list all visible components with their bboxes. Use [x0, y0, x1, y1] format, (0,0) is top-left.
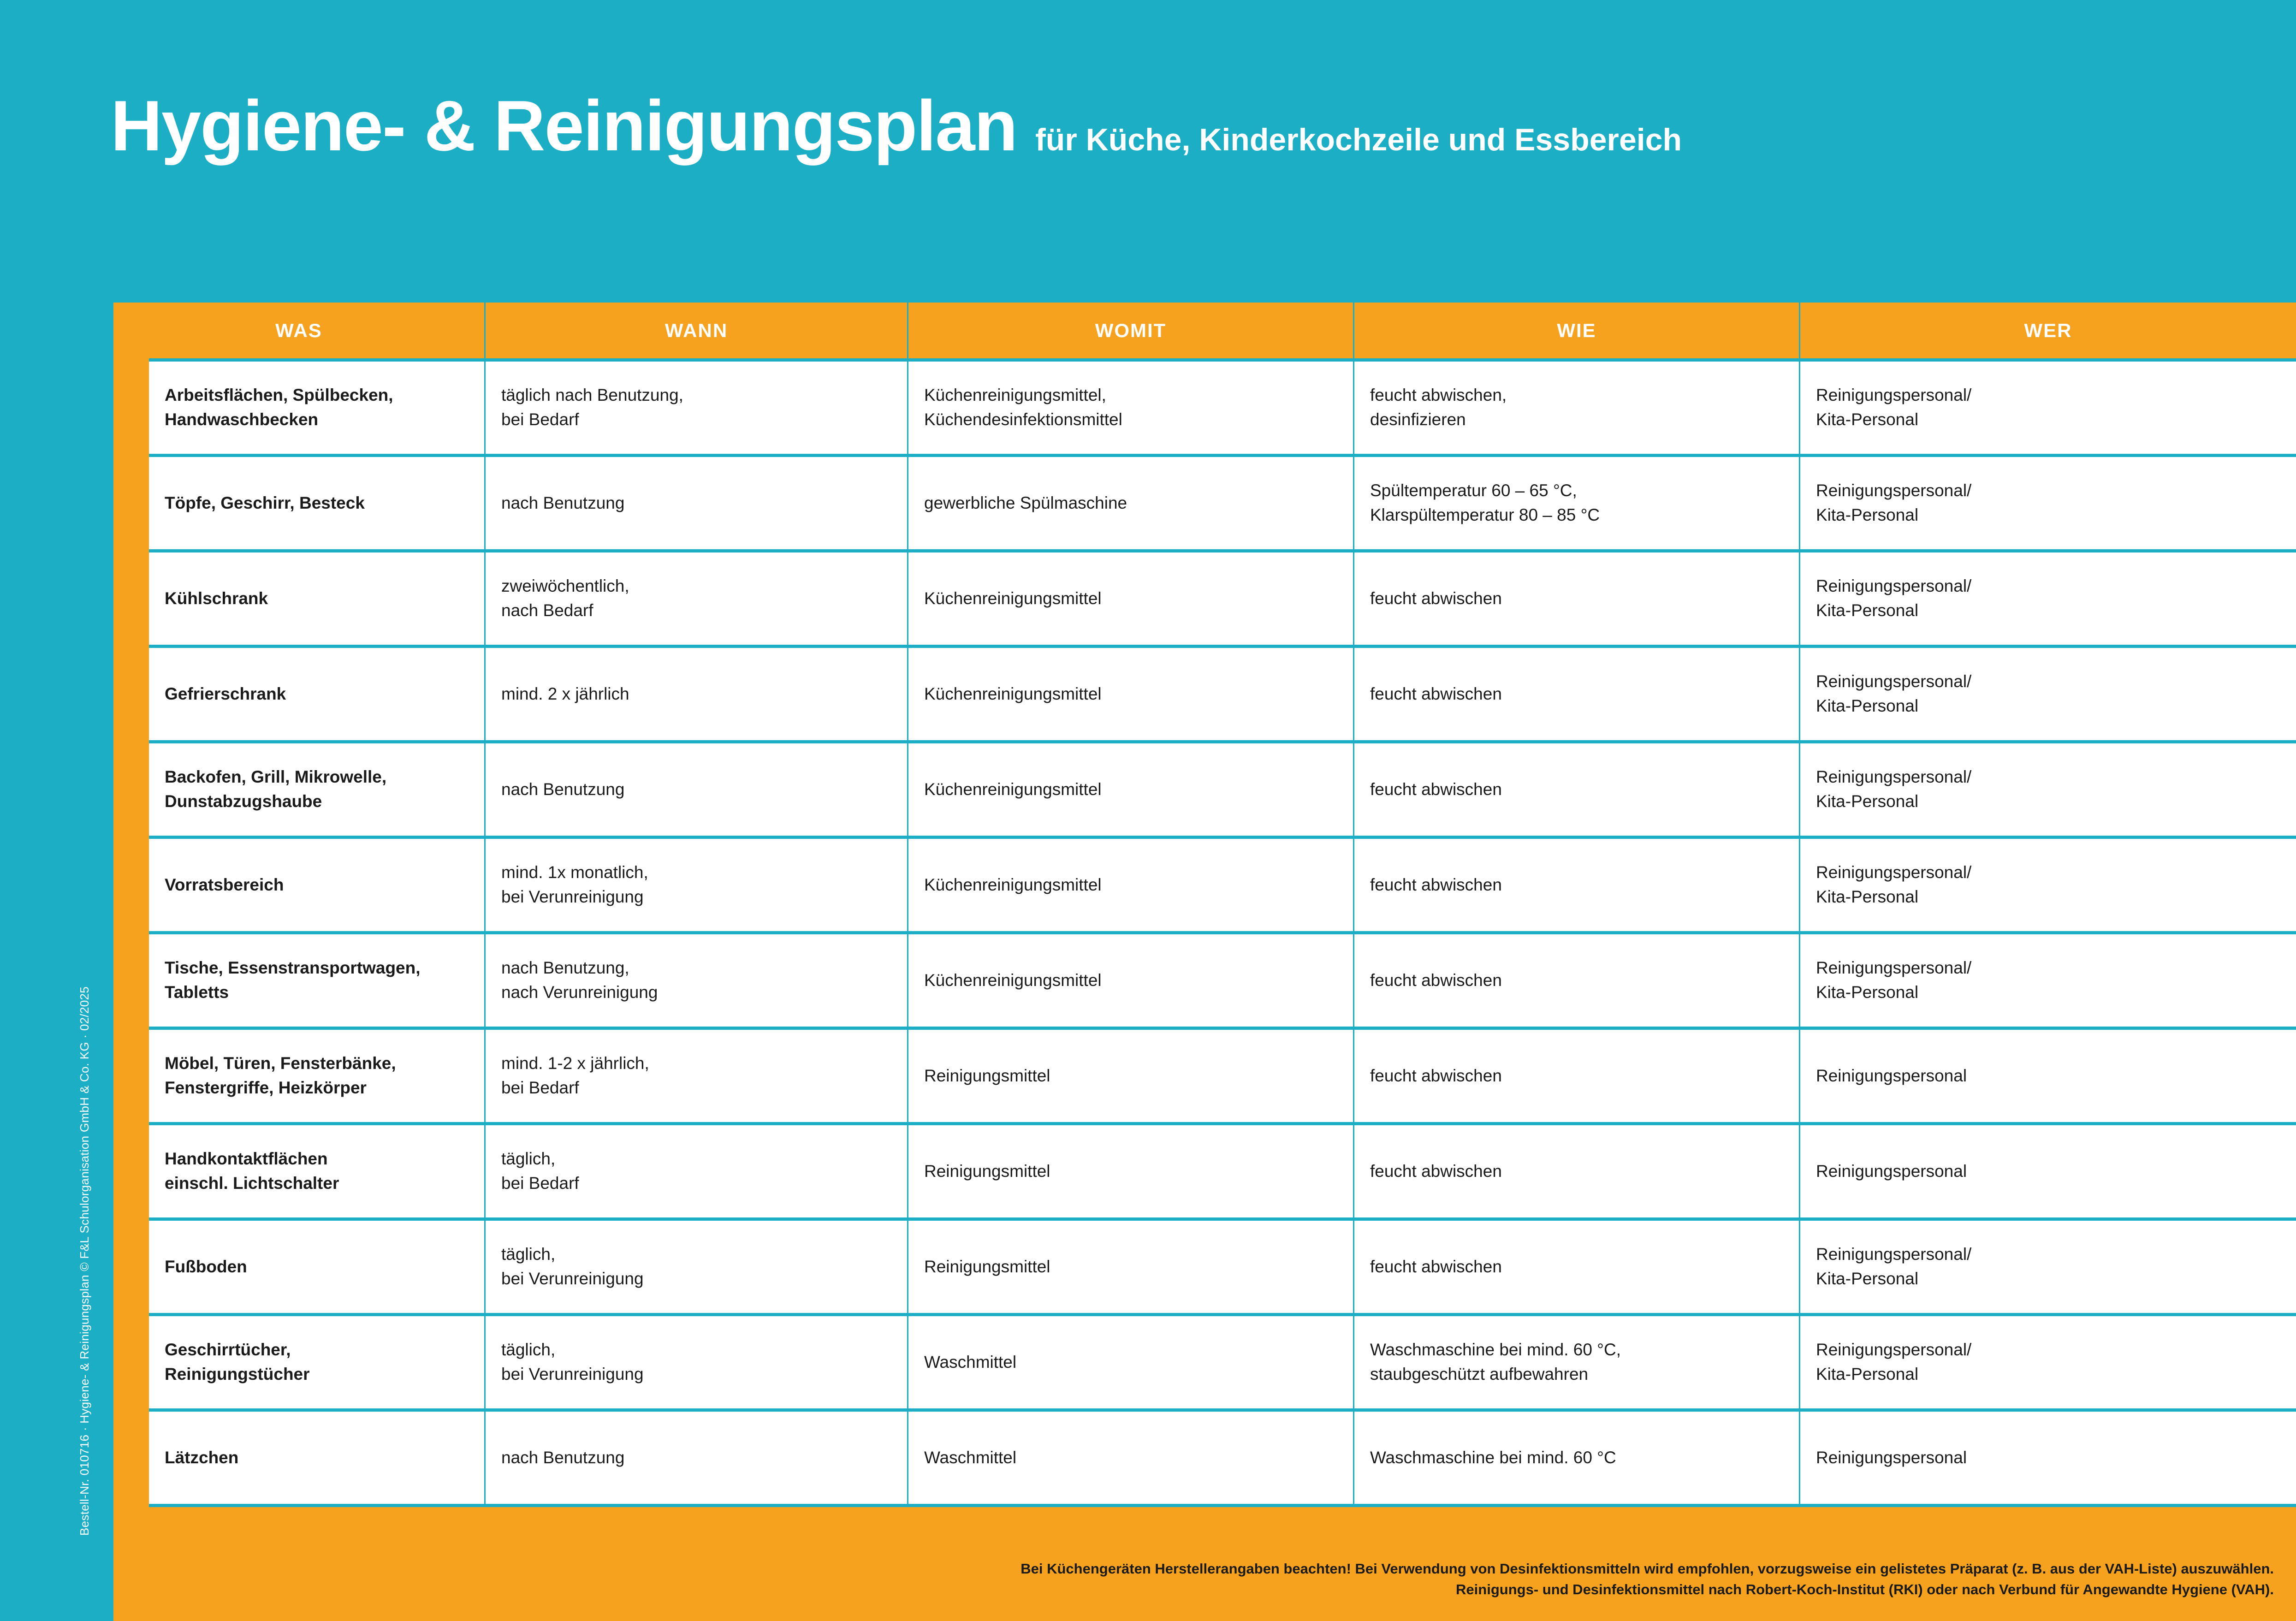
table-cell-wer	[1800, 1221, 2296, 1313]
table-cell-wie	[1354, 839, 1800, 931]
table-cell-wann	[486, 1412, 908, 1504]
page-header	[0, 0, 2296, 277]
footer-note-line: Reinigungs- und Desinfektionsmittel nach Robert-Koch-Institut (RKI) oder nach Verbund für Angewandte Hygiene (VAH).	[1456, 1581, 2274, 1597]
table-cell-wann	[486, 839, 908, 931]
table-cell-line: Reinigungstücher	[165, 1365, 310, 1383]
table-cell-line: Reinigungspersonal/	[1816, 863, 1972, 882]
table-cell-wann	[486, 457, 908, 549]
table-cell-wann	[486, 1316, 908, 1408]
table-cell-wie	[1354, 1412, 1800, 1504]
table-cell-wer	[1800, 934, 2296, 1027]
table-row	[149, 934, 2296, 1030]
header-titles	[111, 86, 1682, 277]
column-header-was: WAS	[113, 303, 486, 358]
table-cell-line: Kita-Personal	[1816, 1269, 1919, 1288]
table-cell-line: Reinigungsmittel	[924, 1066, 1050, 1085]
table-cell-wie	[1354, 552, 1800, 645]
footer-note-line: Bei Küchengeräten Herstellerangaben beachten! Bei Verwendung von Desinfektionsmitteln wird empfohlen, vorzugsweise ein gelistetes Präparat (z. B. aus der VAH-Liste) auszuwählen.	[1020, 1561, 2274, 1577]
table-cell-line: Reinigungspersonal/	[1816, 1245, 1972, 1264]
footer-note	[113, 1550, 2296, 1621]
table-cell-line: nach Verunreinigung	[501, 983, 658, 1002]
table-cell-line: Kita-Personal	[1816, 887, 1919, 906]
table-cell-wie	[1354, 1221, 1800, 1313]
table-cell-wer	[1800, 362, 2296, 454]
table-cell-line: Waschmittel	[924, 1352, 1017, 1372]
table-cell-line: Reinigungsmittel	[924, 1161, 1050, 1181]
table-cell-line: Möbel, Türen, Fensterbänke,	[165, 1054, 396, 1073]
column-header-wann: WANN	[486, 303, 908, 358]
table-cell-line: Kita-Personal	[1816, 696, 1919, 715]
table-cell-wer	[1800, 1412, 2296, 1504]
table-cell-womit	[908, 457, 1354, 549]
table-cell-line: zweiwöchentlich,	[501, 576, 629, 596]
table-cell-wann	[486, 362, 908, 454]
table-cell-line: bei Verunreinigung	[501, 1269, 644, 1288]
table-row	[149, 552, 2296, 648]
table-cell-wer	[1800, 552, 2296, 645]
table-cell-was	[149, 839, 486, 931]
table-cell-line: Reinigungspersonal/	[1816, 576, 1972, 596]
table-cell-line: Küchenreinigungsmittel	[924, 875, 1102, 894]
table-cell-line: gewerbliche Spülmaschine	[924, 493, 1127, 512]
table-cell-line: Waschmaschine bei mind. 60 °C	[1370, 1448, 1616, 1467]
table-cell-line: feucht abwischen	[1370, 684, 1502, 703]
table-cell-line: desinfizieren	[1370, 410, 1466, 429]
table-cell-line: feucht abwischen	[1370, 1066, 1502, 1085]
table-cell-was	[149, 1412, 486, 1504]
table-cell-line: bei Verunreinigung	[501, 1365, 644, 1383]
table-cell-line: Kita-Personal	[1816, 410, 1919, 429]
table-cell-line: Küchenreinigungsmittel	[924, 588, 1102, 608]
table-cell-line: Töpfe, Geschirr, Besteck	[165, 493, 365, 512]
table-cell-line: Reinigungspersonal/	[1816, 1340, 1972, 1360]
table-cell-line: nach Benutzung	[501, 493, 625, 512]
table-cell-line: Kita-Personal	[1816, 983, 1919, 1002]
table-cell-line: Kita-Personal	[1816, 601, 1919, 620]
table-header-row	[113, 303, 2296, 358]
table-cell-line: Dunstabzugshaube	[165, 792, 322, 811]
table-cell-line: Reinigungspersonal/	[1816, 481, 1972, 500]
table-cell-line: nach Benutzung,	[501, 958, 629, 978]
table-cell-line: Reinigungspersonal/	[1816, 672, 1972, 691]
table-cell-wer	[1800, 1316, 2296, 1408]
table-cell-wie	[1354, 934, 1800, 1027]
table-cell-line: Küchendesinfektionsmittel	[924, 410, 1122, 429]
table-cell-wer	[1800, 648, 2296, 740]
table-cell-line: bei Bedarf	[501, 1174, 579, 1193]
table-row	[149, 1316, 2296, 1412]
table-cell-line: Kita-Personal	[1816, 1365, 1919, 1383]
table-cell-wie	[1354, 1316, 1800, 1408]
table-cell-was	[149, 552, 486, 645]
table-cell-line: bei Bedarf	[501, 1078, 579, 1097]
table-cell-line: Klarspültemperatur 80 – 85 °C	[1370, 505, 1600, 524]
table-cell-line: mind. 1-2 x jährlich,	[501, 1054, 649, 1073]
imprint-sidebar-text: Bestell-Nr. 010716 · Hygiene- & Reinigungsplan © F&L Schulorganisation GmbH & Co. KG · 02/2025	[77, 986, 91, 1536]
table-cell-womit	[908, 839, 1354, 931]
table-cell-line: täglich,	[501, 1149, 556, 1169]
table-cell-womit	[908, 1125, 1354, 1217]
table-cell-womit	[908, 362, 1354, 454]
table-cell-wann	[486, 1125, 908, 1217]
page-subtitle: für Küche, Kinderkochzeile und Essbereich	[1035, 122, 1682, 157]
table-cell-line: Arbeitsflächen, Spülbecken,	[165, 386, 393, 405]
table-cell-line: Reinigungspersonal	[1816, 1066, 1967, 1085]
table-cell-was	[149, 1221, 486, 1313]
table-cell-wann	[486, 648, 908, 740]
table-cell-line: Waschmittel	[924, 1448, 1017, 1467]
table-cell-wann	[486, 552, 908, 645]
table-cell-line: feucht abwischen	[1370, 779, 1502, 799]
table-cell-wie	[1354, 648, 1800, 740]
table-cell-womit	[908, 1316, 1354, 1408]
table-cell-line: täglich nach Benutzung,	[501, 386, 683, 405]
table-cell-line: täglich,	[501, 1340, 556, 1360]
table-cell-line: bei Verunreinigung	[501, 887, 644, 906]
table-row	[149, 839, 2296, 934]
table-row	[149, 648, 2296, 743]
table-cell-line: Kita-Personal	[1816, 505, 1919, 524]
table-cell-was	[149, 648, 486, 740]
table-cell-was	[149, 934, 486, 1027]
table-row	[149, 362, 2296, 457]
table-cell-line: feucht abwischen	[1370, 1257, 1502, 1276]
column-header-wie: WIE	[1354, 303, 1800, 358]
table-cell-line: Küchenreinigungsmittel	[924, 779, 1102, 799]
table-cell-wie	[1354, 1030, 1800, 1122]
table-cell-wann	[486, 934, 908, 1027]
table-cell-wer	[1800, 743, 2296, 836]
table-cell-wie	[1354, 457, 1800, 549]
table-cell-line: Reinigungspersonal	[1816, 1448, 1967, 1467]
table-cell-line: Handkontaktflächen	[165, 1149, 328, 1169]
table-cell-wer	[1800, 457, 2296, 549]
table-row	[149, 1125, 2296, 1221]
table-row	[149, 1221, 2296, 1316]
table-cell-was	[149, 1316, 486, 1408]
table-cell-womit	[908, 1030, 1354, 1122]
table-cell-line: Reinigungsmittel	[924, 1257, 1050, 1276]
table-cell-wie	[1354, 1125, 1800, 1217]
table-cell-line: feucht abwischen	[1370, 588, 1502, 608]
table-cell-wann	[486, 1221, 908, 1313]
table-cell-line: Reinigungspersonal/	[1816, 958, 1972, 978]
table-cell-womit	[908, 934, 1354, 1027]
table-cell-womit	[908, 1412, 1354, 1504]
table-cell-line: Reinigungspersonal/	[1816, 767, 1972, 787]
table-cell-line: staubgeschützt aufbewahren	[1370, 1365, 1589, 1383]
table-cell-line: feucht abwischen	[1370, 970, 1502, 990]
table-row	[149, 1030, 2296, 1125]
table-cell-line: feucht abwischen	[1370, 1161, 1502, 1181]
table-cell-wann	[486, 1030, 908, 1122]
table-row	[149, 743, 2296, 839]
table-cell-line: Küchenreinigungsmittel,	[924, 386, 1106, 405]
table-cell-line: mind. 2 x jährlich	[501, 684, 629, 703]
table-cell-line: Fußboden	[165, 1257, 247, 1276]
table-cell-line: Tische, Essenstransportwagen,	[165, 958, 421, 978]
table-cell-line: Geschirrtücher,	[165, 1340, 291, 1360]
table-cell-line: Backofen, Grill, Mikrowelle,	[165, 767, 387, 787]
table-cell-wer	[1800, 839, 2296, 931]
table-cell-line: bei Bedarf	[501, 410, 579, 429]
table-cell-wie	[1354, 743, 1800, 836]
table-cell-was	[149, 362, 486, 454]
column-header-womit: WOMIT	[908, 303, 1354, 358]
table-cell-line: nach Bedarf	[501, 601, 593, 620]
page-title: Hygiene- & Reinigungsplan	[111, 86, 1017, 166]
table-cell-line: nach Benutzung	[501, 779, 625, 799]
column-header-wer: WER	[2024, 319, 2072, 341]
table-cell-line: Vorratsbereich	[165, 875, 284, 894]
table-cell-line: mind. 1x monatlich,	[501, 863, 648, 882]
table-cell-wie	[1354, 362, 1800, 454]
table-cell-line: feucht abwischen	[1370, 875, 1502, 894]
table-cell-line: Kita-Personal	[1816, 792, 1919, 811]
table-cell-was	[149, 1030, 486, 1122]
table-body	[149, 358, 2296, 1507]
table-cell-line: Reinigungspersonal/	[1816, 386, 1972, 405]
table-cell-line: Kühlschrank	[165, 588, 268, 608]
table-cell-line: Küchenreinigungsmittel	[924, 684, 1102, 703]
table-cell-womit	[908, 552, 1354, 645]
table-cell-line: Tabletts	[165, 983, 229, 1002]
table-cell-line: nach Benutzung	[501, 1448, 625, 1467]
table-cell-was	[149, 457, 486, 549]
table-cell-womit	[908, 743, 1354, 836]
table-cell-line: feucht abwischen,	[1370, 386, 1507, 405]
table-cell-line: Gefrierschrank	[165, 684, 286, 703]
table-cell-line: Waschmaschine bei mind. 60 °C,	[1370, 1340, 1621, 1360]
table-cell-womit	[908, 648, 1354, 740]
table-cell-line: täglich,	[501, 1245, 556, 1264]
table-cell-wer	[1800, 1030, 2296, 1122]
table-cell-was	[149, 743, 486, 836]
table-row	[149, 457, 2296, 552]
table-cell-line: Küchenreinigungsmittel	[924, 970, 1102, 990]
table-cell-line: Handwaschbecken	[165, 410, 319, 429]
table-row	[149, 1412, 2296, 1507]
table-cell-line: Spültemperatur 60 – 65 °C,	[1370, 481, 1577, 500]
table-cell-wer	[1800, 1125, 2296, 1217]
table-cell-womit	[908, 1221, 1354, 1313]
table-cell-line: Reinigungspersonal	[1816, 1161, 1967, 1181]
table-cell-line: Fenstergriffe, Heizkörper	[165, 1078, 367, 1097]
table-cell-wann	[486, 743, 908, 836]
table-cell-was	[149, 1125, 486, 1217]
table-cell-line: einschl. Lichtschalter	[165, 1174, 339, 1193]
table-cell-line: Lätzchen	[165, 1448, 239, 1467]
